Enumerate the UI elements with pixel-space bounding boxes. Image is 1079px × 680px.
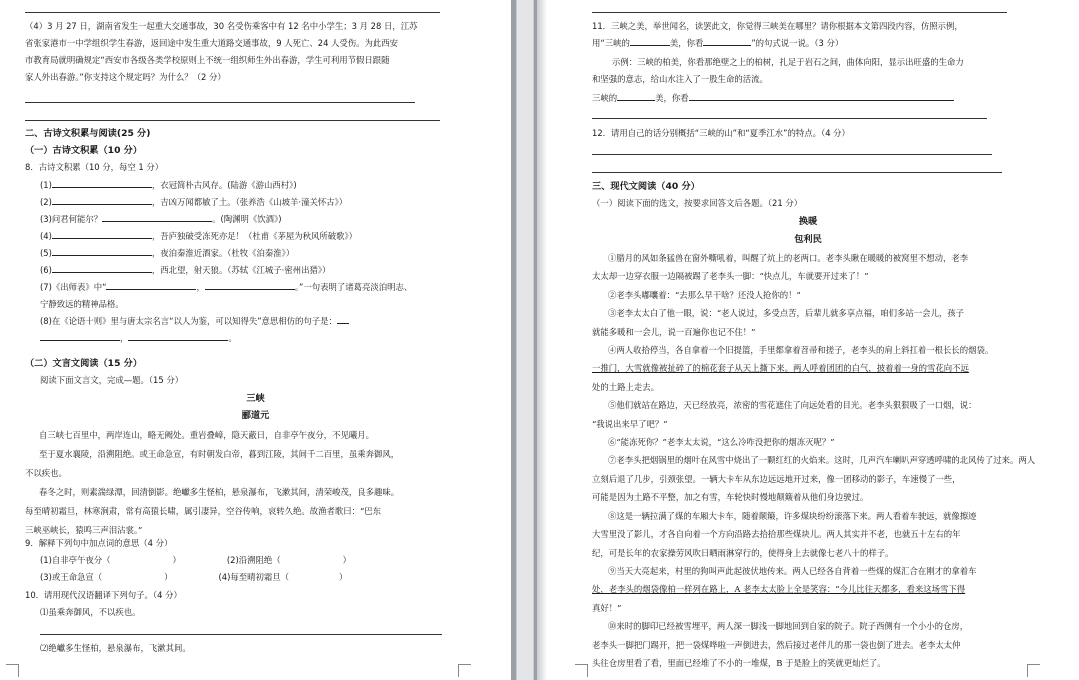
text-line: 自三峡七百里中，两岸连山，略无阙处。重岩叠嶂，隐天蔽日，自非亭午夜分，不见曦月。	[39, 430, 374, 440]
q8-label: (1)	[40, 180, 52, 190]
q10-item-1: ⑴虽乘奔御风，不以疾也。	[40, 607, 141, 617]
q8-item[interactable]	[40, 211, 412, 228]
text-line: 不以疾也。	[25, 468, 67, 478]
fill-blank[interactable]	[52, 228, 152, 239]
section-3-1-title: （一）阅读下面的选文，按要求回答文后各题。（21 分）	[592, 198, 803, 208]
q8-text: ，吉凶万闻都敏了土。（张养浩《山坡羊·潼关怀古》）	[151, 197, 348, 207]
section-2-2-title: （二）文言文阅读（15 分）	[25, 358, 143, 369]
q8-item[interactable]	[40, 330, 412, 347]
story-line: 一推门，大雪就像被扯碎了的棉花套子从天上撕下来。两人呼着团团的白气，披着着一身的雪花向不远	[592, 363, 969, 374]
q8-item[interactable]	[40, 279, 412, 296]
story-line: 真好！”	[592, 602, 622, 613]
q8-title: 8．古诗文积累（10 分，每空 1 分）	[25, 162, 164, 172]
story-line: 大雪里没了影儿，才各自向着一个方向沿路去拾拾那些煤块儿。两人其实并不老，也就五十左右的年	[592, 529, 961, 540]
q9-title: 9．解释下列句中加点词的意思（4 分）	[25, 538, 173, 548]
q4-line: 市教育局就明确规定“西安市各级各类学校原则上不统一组织师生外出春游，学生可利用节假日跟随	[25, 55, 390, 65]
story-line: 老李头一脚把门踢开，把一袋煤哗啦一声倒进去，然后接过老伴儿的那一袋也倒了进去。老李太太仲	[592, 639, 961, 650]
page-corner-mark	[575, 664, 588, 677]
answer-line	[25, 120, 440, 121]
q8-text: ，衣冠简朴古风存。(陆游《游山西村》)	[151, 180, 297, 190]
q4-line: （4）3 月 27 日，湖南省发生一起重大交通事故，30 名受伤乘客中有 12 名中小学生；3 月 28 日，江苏	[25, 21, 418, 31]
answer-line	[25, 12, 440, 13]
right-page	[537, 0, 1079, 680]
q8-item[interactable]	[40, 194, 412, 211]
q11-part: 美，你看	[669, 38, 704, 48]
answer-line[interactable]	[592, 118, 987, 119]
text-line: 每至晴初霜旦，林寒涧肃，常有高猿长啸，属引凄异，空谷传响，哀转久绝。故渔者歌曰：“巴东	[25, 506, 382, 516]
q10-title: 10．请用现代汉语翻译下列句子。（4 分）	[25, 590, 182, 600]
q8-text: 宁静致远的精神品格。	[40, 299, 124, 309]
text-title: 三峡	[246, 393, 265, 404]
q9-item: ）	[172, 555, 181, 565]
text-line: 春冬之时，则素湍绿潭，回清倒影。绝巘多生怪柏，悬泉瀑布，飞漱其间，清荣峻茂，良多趣味。	[39, 487, 400, 497]
q9-item: (4)每至晴初霜旦（	[218, 572, 289, 582]
story-line: 头往仓房里看了看，里面已经堆了不小的一堆煤，B 于是脸上的笑就更灿烂了。	[592, 657, 886, 668]
q11-fill[interactable]	[592, 90, 954, 107]
answer-line	[592, 12, 1007, 13]
fill-blank[interactable]	[617, 90, 655, 101]
q11-part: 美，你看	[655, 93, 689, 103]
q11-part: 用“三峡的	[592, 38, 630, 48]
story-line: ⑦老李头把烟锅里的烟叶在风雪中烧出了一颗红红的火焰来。这时，几声汽车喇叭声穿透呼啸的北风传了过来。两人	[608, 455, 1036, 466]
q8-items	[40, 177, 412, 347]
left-page	[0, 0, 511, 680]
text-line: 三峡巫峡长，猿鸣三声泪沾裳。”	[25, 525, 143, 535]
q4-line: 省张家港市一中学组织学生春游，返回途中发生重大道路交通事故，9 人死亡、24 人受伤。为此西安	[25, 38, 399, 48]
section-2-title: 二、古诗文积累与阅读(25 分)	[25, 128, 151, 139]
story-title: 换暖	[798, 216, 818, 227]
question-4	[25, 18, 417, 86]
story-line: ③老李太太白了他一眼，说：“老人说过，多受点苦，后辈儿就多享点福，咱们多站一会儿，孩子	[608, 308, 965, 319]
story-line: 处的土路上走去。	[592, 381, 659, 392]
fill-blank[interactable]	[128, 330, 228, 341]
page-corner-mark	[1027, 664, 1040, 677]
q8-text: ，吾庐独破受冻死亦足！（杜甫《茅屋为秋风所破歌》）	[151, 231, 358, 241]
page-shadow	[537, 0, 547, 680]
q8-text: ，夜泊秦淮近酒家。（杜牧《泊秦淮》）	[151, 248, 295, 258]
q10-item-2: ⑵绝巘多生怪柏，悬泉瀑布，飞漱其间。	[40, 643, 191, 653]
story-line: ⑥“能冻死你？”老李太太说，“这么冷咋没把你的烟冻灭呢？”	[608, 437, 835, 448]
fill-blank[interactable]	[52, 245, 152, 256]
story-line: 太太却一边穿衣服一边隔被踢了老李头一脚：“快点儿，车就要开过来了！”	[592, 271, 869, 282]
story-line: ⑨当天大亮起来，村里的狗叫声此起彼伏地传来。两人已经各自背着一些煤的煤汇合在刚才的拿着车	[608, 565, 977, 576]
text-line: 至于夏水襄陵，沿溯阻绝。或王命急宣，有时朝发白帝，暮到江陵，其间千二百里，虽乘奔御风，	[39, 449, 400, 459]
q8-text: ，	[196, 282, 205, 292]
q8-label: (6)	[40, 265, 52, 275]
q8-text: 。(陶渊明《饮酒》)	[212, 214, 282, 224]
q9-row	[40, 552, 351, 569]
q9-item: (1)自非亭午夜分（	[40, 555, 111, 565]
story-line: ⑤他们就站在路边，天已经放亮，浓密的雪花遮住了向远处看的目光。老李头狠狠吸了一口烟，说：	[608, 400, 977, 411]
story-line: 就能多暖和一会儿，说一百遍你也记不住！”	[592, 326, 756, 337]
example-line: 示例：三峡的柏美，你看那绝壁之上的柏树，扎足于岩石之间，曲体向阳，显示出旺盛的生命力	[612, 57, 964, 67]
story-author: 包利民	[794, 234, 822, 245]
fill-blank[interactable]	[689, 90, 954, 101]
q4-line: 家人外出春游。”你支持这个规定吗？为什么？（2 分）	[25, 72, 226, 82]
q8-text: ，西北望，射天狼。（苏轼《江城子·密州出猎》）	[151, 265, 331, 275]
q11-text: 11．三峡之美，举世闻名，读罢此文，你觉得三峡美在哪里？请你根据本文第四段内容，仿照示例，	[592, 21, 963, 31]
example-line: 和坚强的意志，给山水注入了一股生命的活流。	[592, 74, 768, 84]
answer-line[interactable]	[592, 172, 1002, 173]
story-body	[592, 249, 1035, 672]
q9-item: (2)沿溯阻绝（	[226, 555, 281, 565]
fill-blank[interactable]	[337, 313, 349, 324]
answer-line[interactable]	[592, 154, 992, 155]
q9-item: (3)或王命急宣（	[40, 572, 103, 582]
fill-blank[interactable]	[52, 194, 152, 205]
story-line: ④两人收拾停当，各自拿着一个旧提篮，手里都拿着苕帚和搓子，老李头的肩上斜扛着一根长长的烟袋。	[608, 345, 994, 356]
q9-item: ）	[342, 555, 351, 565]
question-12: 12．请用自己的话分别概括“三峡的山”和“夏季江水”的特点。（4 分）	[592, 128, 850, 138]
question-11	[592, 18, 963, 52]
q9-item: ）	[164, 572, 173, 582]
q8-item[interactable]	[40, 228, 412, 245]
q8-text: 。”一句表明了诸葛亮淡泊明志、	[294, 282, 413, 292]
answer-line	[25, 102, 415, 103]
q11-part: 三峡的	[592, 93, 618, 103]
story-line: ⑩来时的脚印已经被雪埋平，两人深一脚浅一脚地回到自家的院子。院子西侧有一个小小的仓房，	[608, 621, 969, 632]
q11-part: ”的句式说一说。（3 分）	[751, 38, 844, 48]
page-corner-mark	[6, 664, 19, 677]
story-line: 立刻后退了几步，引颈张望。一辆大卡车从东边远远地开过来，像一团移动的影子，车速慢了一些，	[592, 473, 961, 484]
q8-text: ，	[120, 333, 129, 343]
q8-label: (4)	[40, 231, 52, 241]
story-line: 处，老李头的烟袋像柏一样列在路上，A 老李太太脸上全是笑容：“今儿比往天都多，看来这场雪下得	[592, 584, 966, 595]
q8-item[interactable]	[40, 245, 412, 262]
fill-blank[interactable]	[40, 330, 120, 341]
q9-row	[40, 569, 347, 586]
page-corner-mark	[458, 664, 471, 677]
fill-blank[interactable]	[106, 279, 196, 290]
q8-text: 。	[228, 333, 237, 343]
q8-item[interactable]	[40, 313, 412, 330]
section-2-1-title: （一）古诗文积累（10 分）	[25, 145, 143, 156]
q8-label: (8)在《论语十则》里与唐太宗名言“以人为鉴，可以知得失”意思相仿的句子是：	[40, 316, 337, 326]
q8-label: (7)《出师表》中“	[40, 282, 107, 292]
reading-intro: 阅读下面文言文，完成—题。（15 分）	[40, 375, 184, 385]
story-line: ①腊月的风如条猛兽在窗外嘶吼着，叫醒了炕上的老两口。老李头瞅在暖暖的被窝里不想动，老李	[608, 253, 969, 263]
q8-label: (5)	[40, 248, 52, 258]
fill-blank[interactable]	[205, 279, 295, 290]
q9-item: ）	[339, 572, 348, 582]
story-line: 可能是因为土路不平整，加之有雪，车轮快时慢地颠簸着从他们身边驶过。	[592, 492, 869, 503]
classical-text	[25, 426, 399, 540]
fill-blank[interactable]	[703, 35, 751, 46]
q8-item[interactable]	[40, 262, 412, 279]
section-3-title: 三、现代文阅读（40 分）	[592, 181, 700, 192]
fill-blank[interactable]	[102, 211, 212, 222]
fill-blank[interactable]	[52, 262, 152, 273]
page-separator	[516, 0, 534, 680]
q11-example	[592, 54, 964, 88]
fill-blank[interactable]	[630, 35, 670, 46]
story-line: ②老李头嘟囔着：“去那么早干啥？还没人抢你的！”	[608, 289, 801, 300]
q8-label: (3)问君何能尔？	[40, 214, 103, 224]
story-line: “我说出来早了吧？”	[592, 418, 668, 429]
text-author: 郦道元	[241, 410, 270, 421]
q8-label: (2)	[40, 197, 52, 207]
fill-blank[interactable]	[52, 177, 152, 188]
q11-text	[592, 35, 963, 52]
answer-line[interactable]	[40, 634, 442, 635]
story-line: 纪，可是长年的农家操劳风吹日晒雨淋穿行的，使得身上去就像七老八十的样子。	[592, 547, 894, 558]
q8-item[interactable]	[40, 177, 412, 194]
story-line: ⑧这是一辆拉满了煤的车厢大卡车，随着颠簸，许多煤块纷纷滚落下来。两人看着车驶远，就像擦迹	[608, 510, 977, 521]
